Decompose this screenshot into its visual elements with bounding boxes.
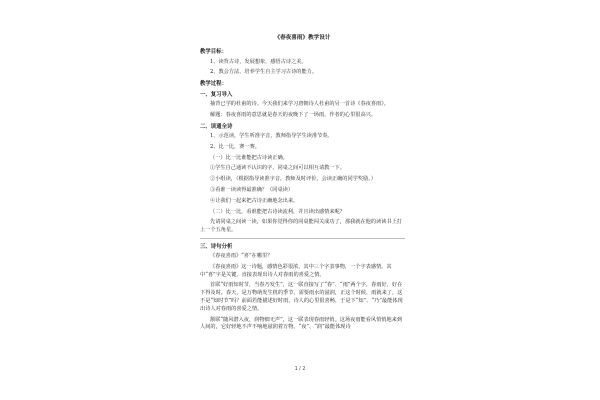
section-divider [200, 238, 405, 239]
section-1-paragraph-2: 解题：春夜喜雨的意思就是春天的夜晚下了一场雨，作者的心里很高兴。 [210, 112, 377, 119]
section-2-heading: 二、读通全诗 [200, 123, 233, 130]
section-2-step-1: ①学生自己通读不认识的字，同桌之间可以相互请教一下。 [210, 165, 345, 172]
section-3-heading: 三、诗句分析 [200, 243, 233, 250]
section-1-paragraph-1: 抽背已学的杜甫的诗。今天我们来学习唐朝诗人杜甫的另一首诗《春夜喜雨》。 [210, 101, 389, 108]
goal-item-2: 2、教会方法，培养学生自主学习古诗的能力。 [210, 69, 318, 76]
goals-heading: 教学目标： [200, 49, 227, 56]
section-2-paragraph-1: 1、示范读，学生听准字音，教师指导学生读准节奏。 [210, 133, 333, 140]
process-heading: 教学过程： [200, 81, 227, 88]
section-2-step-2: ②小组读，（根据指导读准字音，教师及时评价，会读正确的同学奖励。） [210, 176, 376, 183]
section-3-paragraph-2: 《春夜喜雨》这一诗题，感情色彩很浓，其中三个字表事物，一个字表感情。其中“喜”字是关键，直接表现出诗人对春雨的喜爱之情。 [200, 263, 392, 278]
section-2-paragraph-2: 2、比一比，赛一赛。 [210, 143, 260, 150]
document-body [200, 34, 405, 335]
section-3-paragraph-3: 首联“好雨知时节，当春乃发生”，这一联直接写了“春”、“雨”两个字，春雨好，好在下得及时。春天，是万物萌发生机的季节，需要雨水的滋润，正这个时候，雨就来了，这不是“知时节”吗？前面若能描述好时雨，诗人的心里很喜畅，于是下“知”、“乃”最能体现出诗人对春雨的喜爱之情。 [200, 282, 403, 312]
section-3-paragraph-4: 颔联“随风潜入夜，润物细无声”，这一联表现春雨轻悄。这场夜雨能看风悄悄地来到人间的，它好轻地不声不响地滋润着万物。“夜”、“润”最能体现诗 [200, 316, 403, 331]
section-2-paragraph-3: （一）比一比谁能把古诗读正确。 [210, 154, 288, 161]
section-3-paragraph-1: 《春夜喜雨》“喜”在哪里？ [210, 253, 273, 260]
section-2-paragraph-4: （二）比一比，看谁能把古诗读流利，并且读出感情来呢？ [210, 208, 345, 215]
section-1-heading: 一、复习导入 [200, 92, 233, 99]
section-2-paragraph-5: 先请同桌之间读一读，如果你觉得你的同桌能闯关成功了，那我就在他的读读书上打上一个五角星。 [200, 219, 402, 234]
page-number: 1 / 2 [294, 367, 306, 372]
goal-item-1: 1、读背古诗，发展想象，感悟古诗之美。 [210, 58, 307, 65]
section-2-step-3: ③看谁一读读得最准确？（同桌读） [210, 187, 294, 193]
page-title: 《春夜喜雨》教学设计 [274, 35, 331, 41]
section-2-step-4: ④让我们一起来把古诗正确地念出来。 [210, 197, 299, 204]
